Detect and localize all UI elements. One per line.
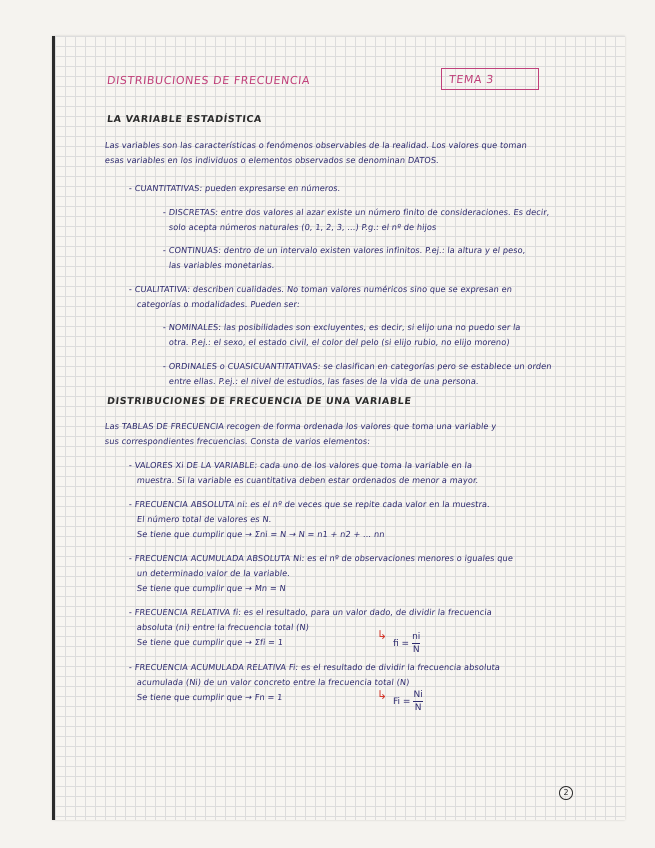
relativa-arrow-icon: ↳ (377, 628, 388, 642)
relativa-line-1: - FRECUENCIA RELATIVA fi: es el resultado, para un valor dado, de dividir la frecuencia (128, 607, 493, 617)
relativa-formula-num: ni (412, 632, 421, 642)
nominales-line-2: otra. P.ej.: el sexo, el estado civil, el color del pelo (si elijo rubio, no elijo moreno) (168, 337, 511, 347)
discretas-line-1: - DISCRETAS: entre dos valores al azar existe un número finito de consideraciones. Es decir, (162, 207, 551, 217)
discretas-line-2: solo acepta números naturales (0, 1, 2, 3, ...) P.g.: el nº de hijos (168, 222, 437, 232)
relativa-formula-lhs: fi = (393, 638, 410, 649)
section-heading-distribuciones: DISTRIBUCIONES DE FRECUENCIA DE UNA VARIABLE (106, 396, 413, 407)
acum-rel-line-2: acumulada (Ni) de un valor concreto entre la frecuencia total (N) (136, 677, 410, 687)
valores-line-1: - VALORES Xi DE LA VARIABLE: cada uno de los valores que toma la variable en la (128, 460, 473, 470)
acum-rel-line-1: - FRECUENCIA ACUMULADA RELATIVA Fi: es el resultado de dividir la frecuencia absoluta (128, 662, 501, 672)
notebook-page (52, 36, 625, 820)
acum-rel-formula-den: N (414, 703, 422, 713)
acum-rel-line-3: Se tiene que cumplir que → Fn = 1 (136, 692, 284, 702)
continuas-line-2: las variables monetarias. (168, 260, 276, 270)
acum-rel-formula-num: Ni (413, 690, 423, 700)
cualitativa-line-1: - CUALITATIVA: describen cualidades. No toman valores numéricos sino que se expresan en (128, 284, 513, 294)
cuantitativas-item: - CUANTITATIVAS: pueden expresarse en números. (128, 183, 341, 193)
acum-rel-formula-lhs: Fi = (393, 696, 411, 707)
acumulada-line-1: - FRECUENCIA ACUMULADA ABSOLUTA Ni: es el nº de observaciones menores o iguales que (128, 553, 514, 563)
distribuciones-intro-1: Las TABLAS DE FRECUENCIA recogen de forma ordenada los valores que toma una variable y (104, 421, 497, 431)
ordinales-line-1: - ORDINALES o CUASICUANTITATIVAS: se clasifican en categorías pero se establece un orden (162, 361, 553, 371)
absoluta-line-2: El número total de valores es N. (136, 514, 273, 524)
relativa-line-2: absoluta (ni) entre la frecuencia total (N) (136, 622, 310, 632)
acumulada-line-3: Se tiene que cumplir que → Mn = N (136, 583, 287, 593)
relativa-formula-den: N (412, 645, 420, 655)
nominales-line-1: - NOMINALES: las posibilidades son excluyentes, es decir, si elijo una no puedo ser la (162, 322, 522, 332)
page-number: 2 (563, 788, 569, 797)
ordinales-line-2: entre ellas. P.ej.: el nivel de estudios, las fases de la vida de una persona. (168, 376, 480, 386)
page-number-badge (559, 786, 573, 800)
continuas-line-1: - CONTINUAS: dentro de un intervalo existen valores infinitos. P.ej.: la altura y el peso, (162, 245, 527, 255)
distribuciones-intro-2: sus correspondientes frecuencias. Consta de varios elementos: (104, 436, 371, 446)
relativa-formula (393, 632, 420, 655)
variable-intro-1: Las variables son las características o fenómenos observables de la realidad. Los valores que toman (104, 140, 528, 150)
acum-rel-arrow-icon: ↳ (377, 688, 388, 702)
acumulada-line-2: un determinado valor de la variable. (136, 568, 291, 578)
variable-intro-2: esas variables en los individuos o elementos observados se denominan DATOS. (104, 155, 440, 165)
cualitativa-line-2: categorías o modalidades. Pueden ser: (136, 299, 301, 309)
tema-label: TEMA 3 (448, 73, 495, 86)
section-heading-variable: LA VARIABLE ESTADÍSTICA (106, 114, 263, 125)
absoluta-line-1: - FRECUENCIA ABSOLUTA ni: es el nº de veces que se repite cada valor en la muestra. (128, 499, 491, 509)
absoluta-line-3: Se tiene que cumplir que → Σni = N → N = n1 + n2 + ... nn (136, 529, 386, 539)
relativa-line-3: Se tiene que cumplir que → Σfi = 1 (136, 637, 284, 647)
acum-rel-formula (393, 690, 423, 713)
page-title: DISTRIBUCIONES DE FRECUENCIA (106, 74, 311, 87)
valores-line-2: muestra. Si la variable es cuantitativa deben estar ordenados de menor a mayor. (136, 475, 479, 485)
